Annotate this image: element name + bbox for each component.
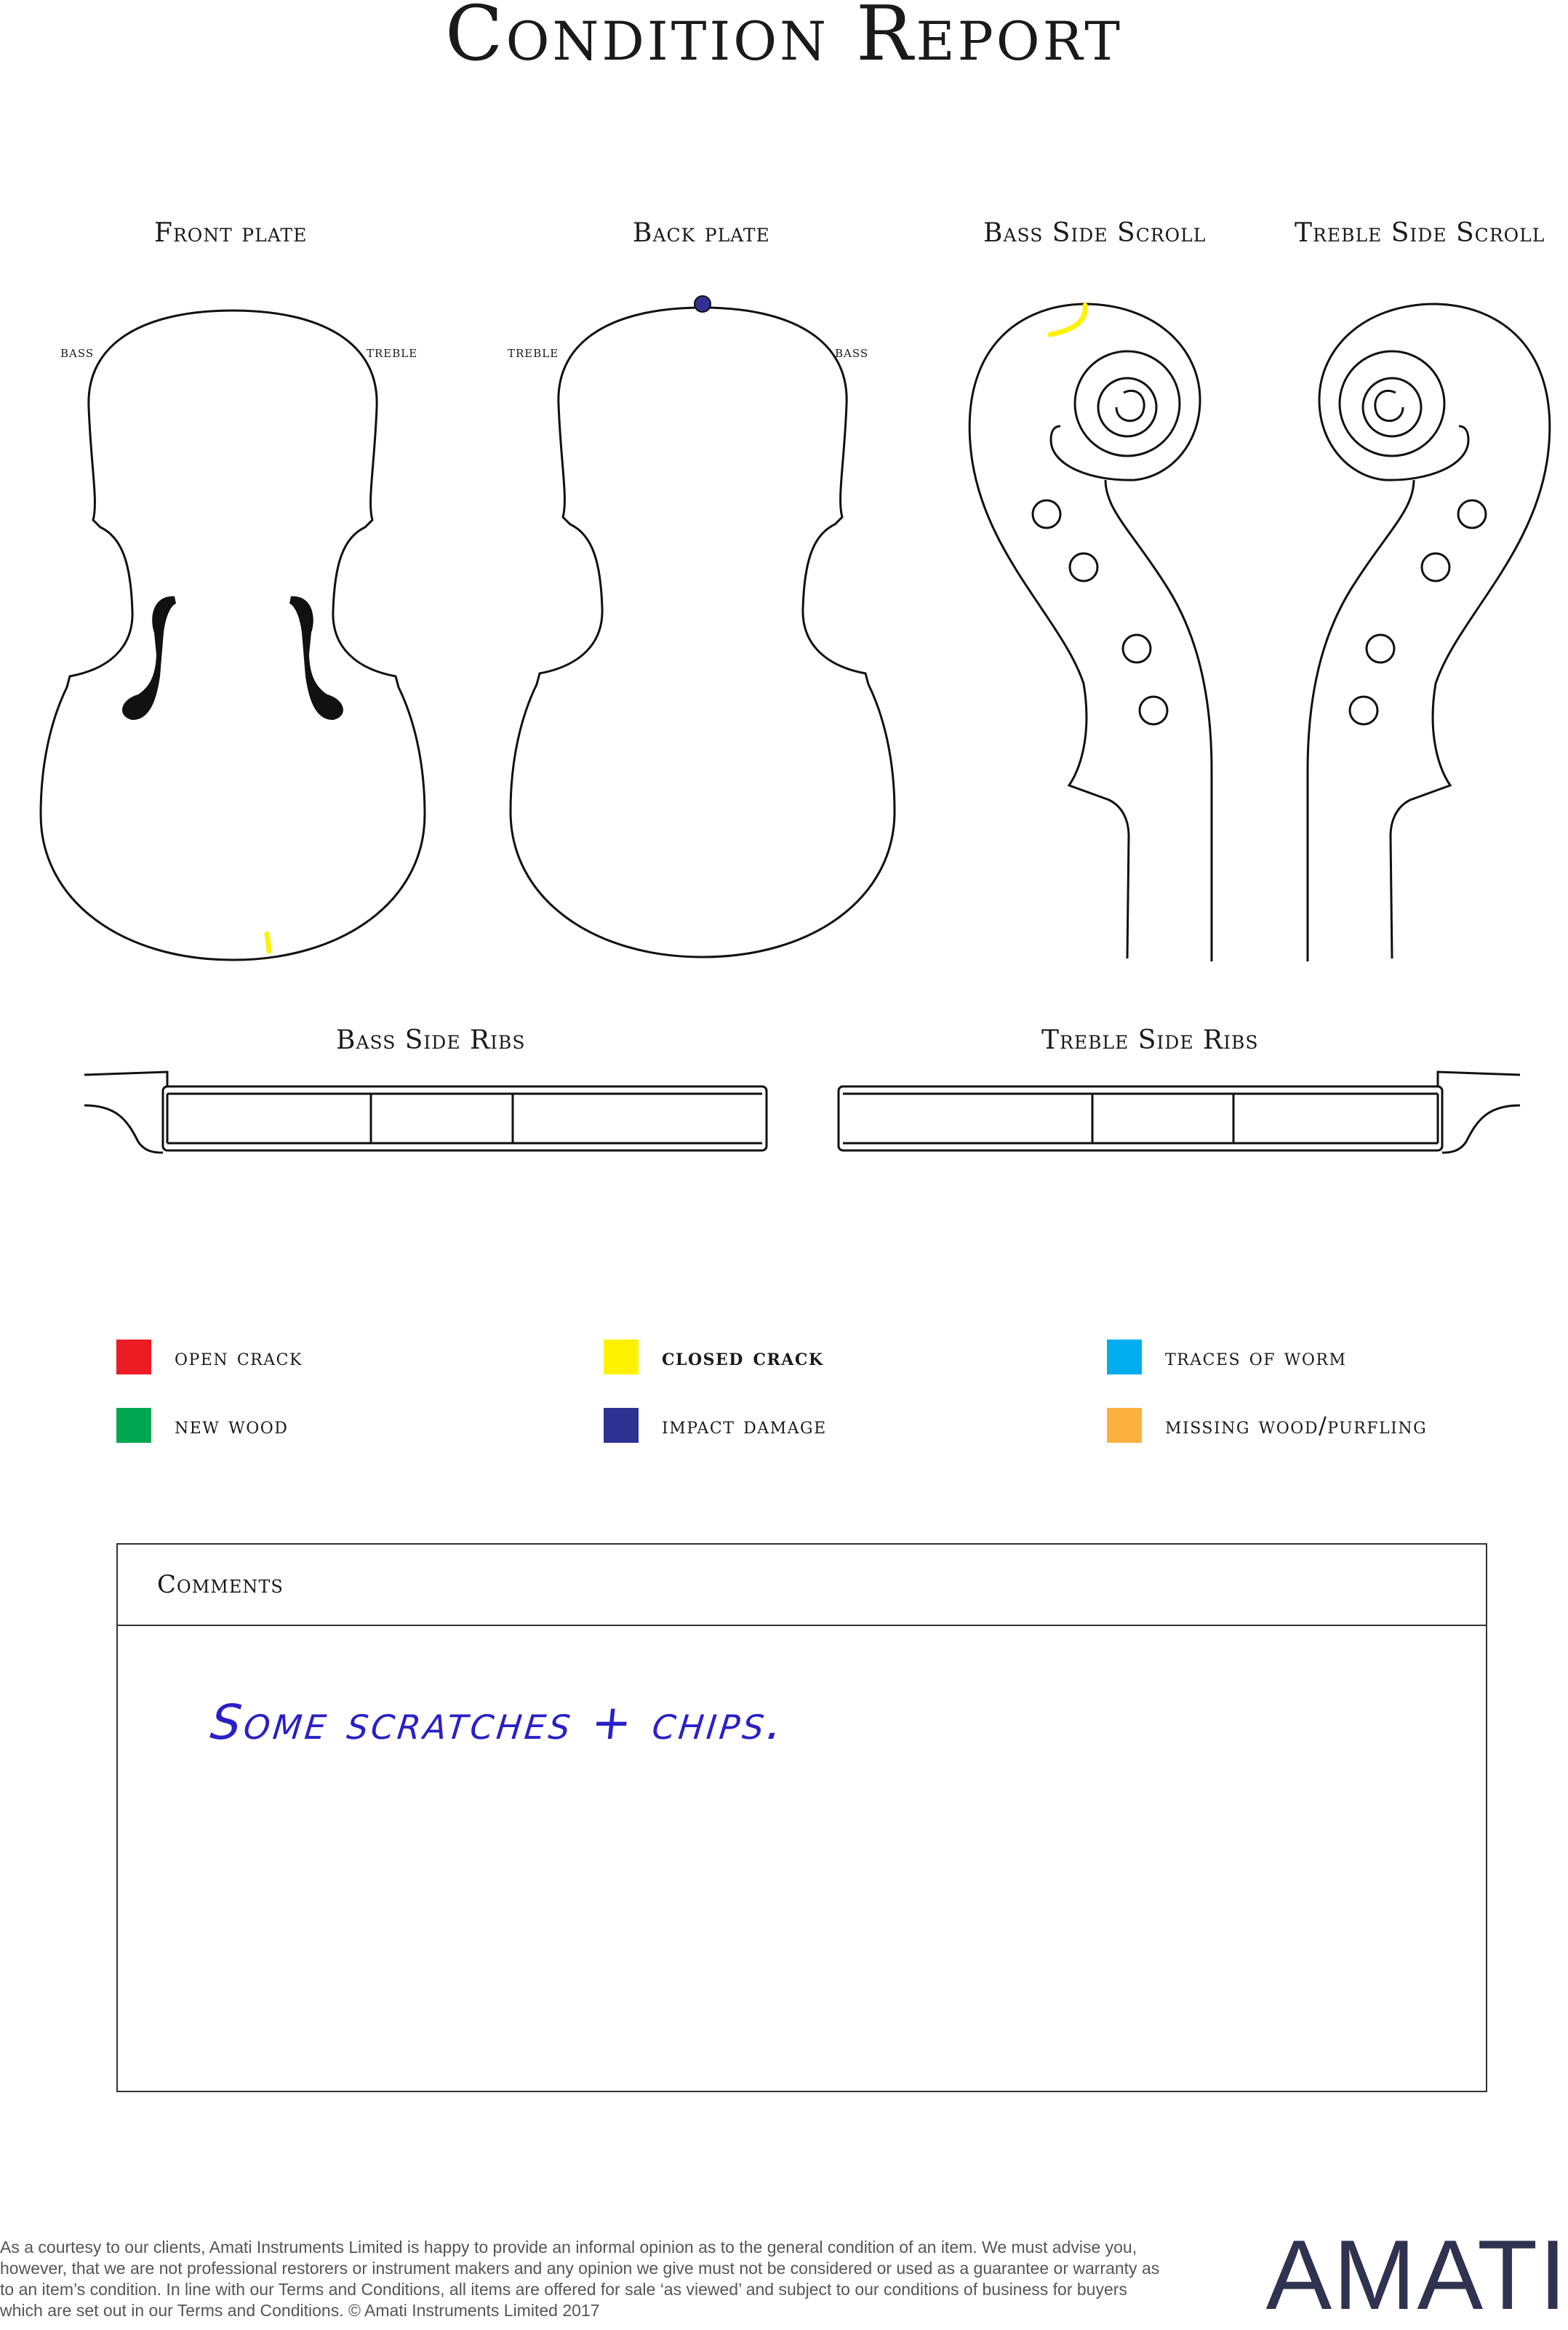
disclaimer-text: As a courtesy to our clients, Amati Instruments Limited is happy to provide an informal opinion as to the general condition of an item. We must advise you, however, that we are not professional restorers or instrument makers and any opinion we give must not be considered or used as a guarantee or warranty as to an item’s condition. In line with our Terms and Conditions, all items are offered for sale ‘as viewed’ and subject to our conditions of business for buyers which are set out in our Terms and Conditions. © Amati Instruments Limited 2017: [0, 2238, 1160, 2320]
legend-impact-damage: [604, 1408, 827, 1443]
legend-label: impact damage: [662, 1412, 827, 1439]
closed-crack-marking-scroll: [1050, 305, 1085, 335]
treble-side-ribs-drawing: [839, 1072, 1520, 1153]
missing-wood-swatch: [1107, 1408, 1142, 1443]
legend-label: missing wood/purfling: [1165, 1412, 1428, 1439]
back-plate-label: Back plate: [633, 218, 770, 248]
back-bass-label: bass: [835, 343, 869, 361]
treble-scroll-outline: [1319, 304, 1550, 958]
traces-of-worm-swatch: [1107, 1340, 1142, 1374]
comments-box: [116, 1543, 1487, 2092]
legend-open-crack: [116, 1340, 303, 1374]
bass-side-ribs-label: Bass Side Ribs: [336, 1025, 526, 1055]
treble-side-ribs-label: Treble Side Ribs: [1041, 1025, 1259, 1055]
open-crack-swatch: [116, 1340, 151, 1374]
front-plate-label: Front plate: [154, 218, 308, 248]
bass-scroll-outline: [969, 304, 1200, 958]
bass-side-scroll-label: Bass Side Scroll: [983, 218, 1207, 248]
legend-new-wood: [116, 1408, 288, 1443]
page-title: Condition Report: [445, 0, 1123, 78]
front-bass-label: bass: [60, 343, 95, 361]
front-plate-outline: [41, 311, 425, 960]
legend-label: new wood: [175, 1412, 289, 1439]
legend-label: traces of worm: [1165, 1343, 1347, 1371]
legend-closed-crack: [604, 1340, 824, 1374]
new-wood-swatch: [116, 1408, 151, 1443]
legend-traces-of-worm: [1107, 1340, 1346, 1374]
impact-damage-marking-back: [695, 296, 711, 312]
legend-label: closed crack: [662, 1343, 824, 1371]
closed-crack-swatch: [604, 1340, 639, 1374]
impact-damage-swatch: [604, 1408, 639, 1443]
comments-heading: Comments: [118, 1545, 1486, 1626]
closed-crack-marking-front: [267, 934, 269, 951]
back-plate-outline: [511, 308, 895, 957]
comments-text: Some scratches + chips.: [207, 1694, 788, 1750]
f-holes: [122, 596, 343, 720]
amati-logo: AMATI: [1265, 2219, 1568, 2330]
bass-side-ribs-drawing: [84, 1072, 767, 1153]
legend-label: open crack: [175, 1343, 303, 1371]
front-treble-label: treble: [367, 343, 418, 361]
legend-missing-wood: [1107, 1408, 1427, 1443]
treble-side-scroll-label: Treble Side Scroll: [1295, 218, 1545, 248]
back-treble-label: treble: [508, 343, 559, 361]
